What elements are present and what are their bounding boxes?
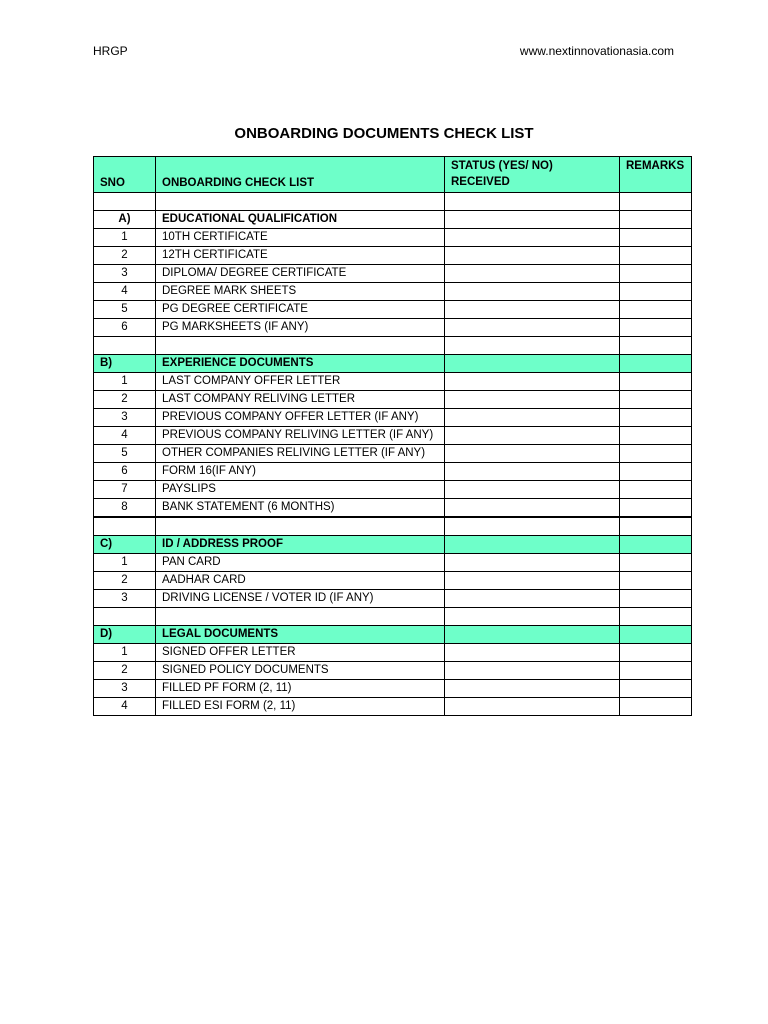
status-cell[interactable] [445, 698, 620, 716]
table-row [94, 572, 692, 590]
table-row [94, 373, 692, 391]
item-text: PAYSLIPS [156, 481, 445, 499]
item-text: DIPLOMA/ DEGREE CERTIFICATE [156, 265, 445, 283]
document-title: ONBOARDING DOCUMENTS CHECK LIST [234, 125, 534, 142]
status-cell[interactable] [445, 409, 620, 427]
item-number: 4 [94, 427, 156, 445]
section-label: A) [94, 211, 156, 229]
table-row [94, 301, 692, 319]
remarks-cell[interactable] [620, 698, 692, 716]
remarks-cell[interactable] [620, 590, 692, 608]
status-cell[interactable] [445, 662, 620, 680]
table-row [94, 554, 692, 572]
item-text: SIGNED OFFER LETTER [156, 644, 445, 662]
item-text: DEGREE MARK SHEETS [156, 283, 445, 301]
table-row [94, 319, 692, 337]
table-header-row [94, 157, 692, 193]
section-row-id-proof [94, 536, 692, 554]
item-text: PREVIOUS COMPANY OFFER LETTER (IF ANY) [156, 409, 445, 427]
status-cell[interactable] [445, 554, 620, 572]
item-number: 5 [94, 445, 156, 463]
table-row [94, 247, 692, 265]
status-cell[interactable] [445, 481, 620, 499]
section-label: C) [94, 536, 156, 554]
item-number: 4 [94, 698, 156, 716]
remarks-cell[interactable] [620, 409, 692, 427]
item-text: LAST COMPANY RELIVING LETTER [156, 391, 445, 409]
status-cell[interactable] [445, 445, 620, 463]
remarks-cell[interactable] [620, 554, 692, 572]
status-cell[interactable] [445, 355, 620, 373]
item-number: 4 [94, 283, 156, 301]
remarks-cell[interactable] [620, 355, 692, 373]
table-row [94, 391, 692, 409]
table-row [94, 680, 692, 698]
section-label: D) [94, 626, 156, 644]
status-cell[interactable] [445, 590, 620, 608]
remarks-cell[interactable] [620, 427, 692, 445]
remarks-cell[interactable] [620, 536, 692, 554]
section-row-experience [94, 355, 692, 373]
item-text: AADHAR CARD [156, 572, 445, 590]
item-text: PG DEGREE CERTIFICATE [156, 301, 445, 319]
item-text: FILLED ESI FORM (2, 11) [156, 698, 445, 716]
section-title: ID / ADDRESS PROOF [156, 536, 445, 554]
item-number: 6 [94, 463, 156, 481]
spacer-row [94, 337, 692, 355]
item-number: 1 [94, 373, 156, 391]
item-number: 3 [94, 409, 156, 427]
remarks-cell[interactable] [620, 211, 692, 229]
item-text: PAN CARD [156, 554, 445, 572]
item-number: 2 [94, 662, 156, 680]
remarks-cell[interactable] [620, 463, 692, 481]
onboarding-checklist-table [93, 156, 692, 716]
table-row [94, 463, 692, 481]
column-header-sno: SNO [94, 157, 156, 193]
remarks-cell[interactable] [620, 680, 692, 698]
section-label: B) [94, 355, 156, 373]
status-cell[interactable] [445, 373, 620, 391]
section-title: LEGAL DOCUMENTS [156, 626, 445, 644]
item-number: 1 [94, 644, 156, 662]
item-number: 3 [94, 265, 156, 283]
section-row-educational [94, 211, 692, 229]
section-title: EDUCATIONAL QUALIFICATION [156, 211, 445, 229]
remarks-cell[interactable] [620, 373, 692, 391]
table-row [94, 644, 692, 662]
spacer-row [94, 608, 692, 626]
status-cell[interactable] [445, 283, 620, 301]
status-cell[interactable] [445, 626, 620, 644]
item-text: 12TH CERTIFICATE [156, 247, 445, 265]
status-cell[interactable] [445, 301, 620, 319]
remarks-cell[interactable] [620, 626, 692, 644]
remarks-cell[interactable] [620, 391, 692, 409]
item-number: 2 [94, 572, 156, 590]
item-number: 1 [94, 229, 156, 247]
item-number: 8 [94, 499, 156, 518]
remarks-cell[interactable] [620, 662, 692, 680]
item-text: PREVIOUS COMPANY RELIVING LETTER (IF ANY) [156, 427, 445, 445]
item-text: SIGNED POLICY DOCUMENTS [156, 662, 445, 680]
item-number: 3 [94, 590, 156, 608]
remarks-cell[interactable] [620, 572, 692, 590]
table-row [94, 427, 692, 445]
header-website-text: www.nextinnovationasia.com [519, 44, 674, 58]
header-left-text: HRGP [93, 44, 128, 58]
item-text: DRIVING LICENSE / VOTER ID (IF ANY) [156, 590, 445, 608]
item-text: LAST COMPANY OFFER LETTER [156, 373, 445, 391]
status-cell[interactable] [445, 499, 620, 518]
remarks-cell[interactable] [620, 265, 692, 283]
item-number: 5 [94, 301, 156, 319]
column-header-checklist: ONBOARDING CHECK LIST [156, 157, 445, 193]
table-row [94, 481, 692, 499]
item-number: 2 [94, 247, 156, 265]
remarks-cell[interactable] [620, 319, 692, 337]
remarks-cell[interactable] [620, 301, 692, 319]
table-row [94, 229, 692, 247]
spacer-row [94, 517, 692, 536]
item-number: 3 [94, 680, 156, 698]
status-cell[interactable] [445, 319, 620, 337]
status-cell[interactable] [445, 229, 620, 247]
remarks-cell[interactable] [620, 499, 692, 518]
status-cell[interactable] [445, 680, 620, 698]
item-text: BANK STATEMENT (6 MONTHS) [156, 499, 445, 518]
remarks-cell[interactable] [620, 644, 692, 662]
item-text: PG MARKSHEETS (IF ANY) [156, 319, 445, 337]
status-cell[interactable] [445, 247, 620, 265]
status-cell[interactable] [445, 391, 620, 409]
item-number: 1 [94, 554, 156, 572]
status-cell[interactable] [445, 644, 620, 662]
section-title: EXPERIENCE DOCUMENTS [156, 355, 445, 373]
item-number: 6 [94, 319, 156, 337]
status-cell[interactable] [445, 463, 620, 481]
item-number: 2 [94, 391, 156, 409]
remarks-cell[interactable] [620, 481, 692, 499]
item-number: 7 [94, 481, 156, 499]
remarks-cell[interactable] [620, 283, 692, 301]
item-text: OTHER COMPANIES RELIVING LETTER (IF ANY) [156, 445, 445, 463]
item-text: FILLED PF FORM (2, 11) [156, 680, 445, 698]
status-cell[interactable] [445, 572, 620, 590]
item-text: FORM 16(IF ANY) [156, 463, 445, 481]
table-row [94, 265, 692, 283]
table-row [94, 409, 692, 427]
remarks-cell[interactable] [620, 247, 692, 265]
table-row [94, 499, 692, 518]
table-row [94, 698, 692, 716]
column-header-remarks: REMARKS [620, 157, 692, 193]
table-row [94, 662, 692, 680]
item-text: 10TH CERTIFICATE [156, 229, 445, 247]
remarks-cell[interactable] [620, 229, 692, 247]
remarks-cell[interactable] [620, 445, 692, 463]
column-header-status: STATUS (YES/ NO) RECEIVED [445, 157, 620, 193]
status-cell[interactable] [445, 536, 620, 554]
spacer-row [94, 193, 692, 211]
status-cell[interactable] [445, 265, 620, 283]
table-row [94, 590, 692, 608]
table-row [94, 445, 692, 463]
table-row [94, 283, 692, 301]
status-cell[interactable] [445, 427, 620, 445]
section-row-legal [94, 626, 692, 644]
status-cell[interactable] [445, 211, 620, 229]
